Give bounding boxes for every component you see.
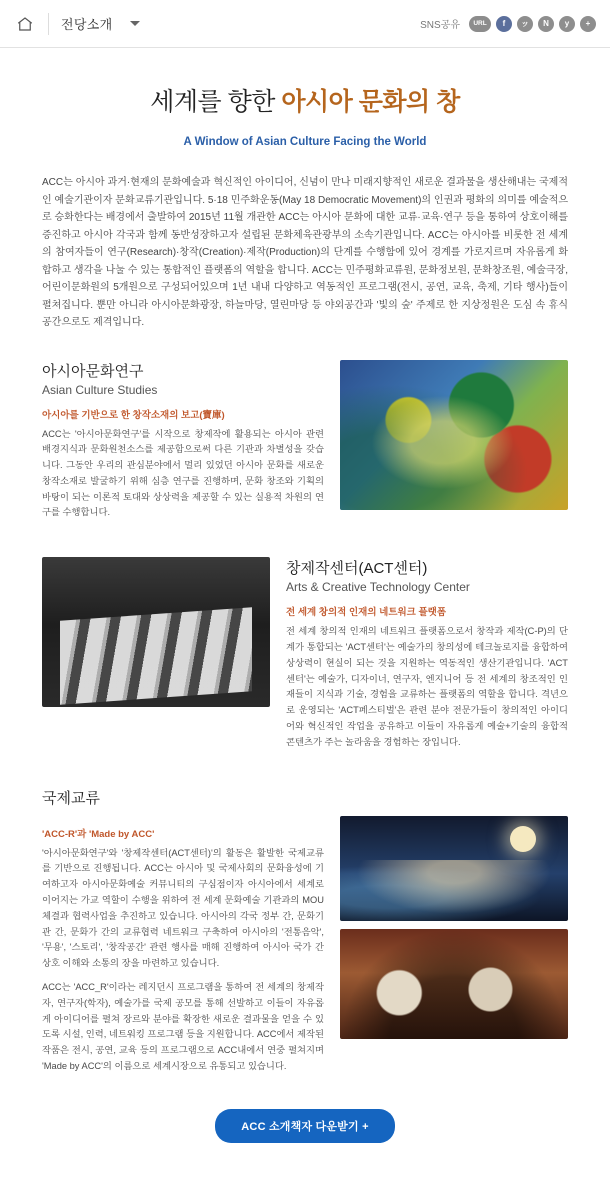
top-navigation-bar bbox=[0, 0, 610, 48]
download-brochure-button[interactable]: ACC 소개책자 다운받기 + bbox=[215, 1109, 394, 1143]
bottom-spacer bbox=[0, 1143, 610, 1183]
page-title-block bbox=[0, 48, 610, 148]
cta-wrap bbox=[0, 1109, 610, 1143]
twitter-share-button[interactable]: y bbox=[559, 16, 575, 32]
section-subheading: 전 세계 창의적 인재의 네트워크 플랫폼 bbox=[286, 607, 447, 619]
section-body-first: '아시아문화연구'와 '창제작센터(ACT센터)'의 활동은 활발한 국제교류를 기반으로 진행됩니다. ACC는 아시아 및 국제사회의 문화융성에 기여하고자 아시아문화예술 커뮤니티의 구심점이자 아시아에서 세계로 이어지는 가교 역할이 수행을 위하여 전 세계 문화예술 기관과의 MOU 체결과 협력사업을 추진하고 있습니다. 아시아의 각국 정부 간, 문화기관 간, 문화가 간의 교류협력 네트워크 구축하여 아시아의 '전통음악', '무용', '스토리', '창작공간' 관련 행사를 매해 진행하여 아시아 국가 간 상호 이해와 소통의 장을 마련하고 있습니다. bbox=[42, 847, 324, 969]
section-asian-culture-studies bbox=[42, 360, 568, 530]
section-act-center bbox=[42, 557, 568, 758]
page-subtitle: A Window of Asian Culture Facing the World bbox=[183, 136, 427, 148]
intro-paragraph: ACC는 아시아 과거·현재의 문화예술과 혁신적인 아이디어, 신념이 만나 미래지향적인 새로운 결과물을 생산해내는 국제적인 예술기관이자 문화교류기관입니다. 5·18 민주화운동(May 18 Democratic Movement)의 인권과 평화의 의미를 예술적으로 승화한다는 배경에서 출발하여 2015년 11월 개관한 ACC는 아시아 문화에 대한 교류·교육·연구 등을 통하여 상호이해를 증진하고 아시아 각국과 함께 동반성장하고자 설립된 문화체육관광부의 소속기관입니다. ACC는 아시아를 비롯한 전 세계의 참여자들이 연구(Research)·창작(Creation)·제작(Production)의 단계를 수행함에 있어 경계를 가로지르며 자유롭게 화합하고 생각을 나눌 수 있는 통합적인 플랫폼의 역할을 합니다. ACC는 민주평화교류원, 문화정보원, 문화창조원, 예술극장, 어린이문화원의 5개원으로 구성되어있으며 1년 내내 다양하고 역동적인 프로그램(전시, 공연, 교육, 축제, 기타 행사)들이 펼쳐집니다. 뿐만 아니라 아시아문화광장, 하늘마당, 열린마당 등 야외공간과 '빛의 숲' 주제로 한 지상정원은 도심 속 휴식 공간으로도 제격입니다. bbox=[42, 177, 568, 328]
section-subheading: 아시아를 기반으로 한 창작소재의 보고(寶庫) bbox=[42, 409, 225, 421]
dragon-sculpture-photo bbox=[340, 360, 568, 510]
section-international-exchange bbox=[42, 787, 568, 1083]
page-title bbox=[0, 82, 610, 118]
section-image-wrap bbox=[42, 557, 270, 707]
sns-share-label: SNS공유 bbox=[420, 20, 460, 31]
section-subheading: 'ACC-R'과 'Made by ACC' bbox=[42, 828, 155, 840]
url-share-button[interactable]: URL bbox=[469, 16, 491, 32]
section-image-wrap bbox=[340, 816, 568, 1039]
section-image-wrap bbox=[340, 360, 568, 510]
section-body-second: ACC는 'ACC_R'이라는 레지던시 프로그램을 통하여 전 세계의 창제작자, 연구자(학자), 예술가를 국제 공모를 통해 선발하고 이들이 자유롭게 아이디어를 펼쳐 장르와 분야를 확장한 새로운 결과물을 얻을 수 있도록 시설, 인력, 네트워킹 프로그램 등을 지원합니다. ACC에서 제작된 작품은 전시, 공연, 교육 등의 프로그램으로 ACC내에서 연중 펼쳐지며 'Made by ACC'의 이름으로 세계시장으로 유통되고 있습니다. bbox=[42, 982, 324, 1072]
section-heading-en: Asian Culture Studies bbox=[42, 382, 158, 397]
facebook-share-button[interactable]: f bbox=[496, 16, 512, 32]
section-heading-en: Arts & Creative Technology Center bbox=[286, 580, 470, 595]
divider bbox=[48, 13, 49, 35]
naver-share-button[interactable]: N bbox=[538, 16, 554, 32]
traditional-musicians-photo bbox=[340, 929, 568, 1039]
kakao-share-button[interactable]: ッ bbox=[517, 16, 533, 32]
breadcrumb[interactable]: 전당소개 bbox=[61, 17, 113, 32]
section-body: ACC는 '아시아문화연구'를 시작으로 창제작에 활용되는 아시아 관련 배경지식과 문화원천소스를 제공함으로써 다른 기관과 차별성을 갖습니다. 그동안 우리의 관심분야에서 멀리 있었던 아시아 문화를 새로운 창작소재로 발굴하기 위해 심층 연구를 진행하며, 문화 창조와 기획의 바탕이 되는 이론적 토대와 상상력을 제공할 수 있는 실용적 차원의 연구를 수행합니다. bbox=[42, 428, 324, 518]
chevron-down-icon[interactable] bbox=[130, 21, 140, 26]
home-icon[interactable] bbox=[14, 13, 36, 35]
page-title-prefix: 세계를 향한 bbox=[150, 88, 282, 116]
section-heading-ko: 국제교류 bbox=[42, 789, 100, 807]
sns-share-group bbox=[420, 16, 596, 32]
outdoor-concert-photo bbox=[340, 816, 568, 921]
section-heading-ko: 창제작센터(ACT센터) bbox=[286, 560, 428, 578]
stage-installation-photo bbox=[42, 557, 270, 707]
section-body: 전 세계 창의적 인재의 네트워크 플랫폼으로서 창작과 제작(C-P)의 단계가 통합되는 'ACT센터'는 예술가의 창의성에 테크놀로지를 융합하여 상상력이 현실이 되는 것을 지원하는 역동적인 생산기관입니다. 'ACT센터'는 예술가, 디자이너, 연구자, 엔지니어 등 전 세계의 창조적인 인재들이 지식과 기술, 경험을 교류하는 플랫폼의 역할을 합니다. 격년으로 운영되는 'ACT페스티벌'은 관련 분야 전문가들이 창의적인 아이디어와 혁신적인 작업을 공유하고 이들이 자유롭게 예술+기술의 융합적 콘텐츠가 주는 놀라움을 경험하는 장입니다. bbox=[286, 626, 568, 747]
page-title-accent: 아시아 문화의 창 bbox=[281, 88, 460, 116]
section-heading-ko: 아시아문화연구 bbox=[42, 362, 144, 380]
more-share-button[interactable]: + bbox=[580, 16, 596, 32]
